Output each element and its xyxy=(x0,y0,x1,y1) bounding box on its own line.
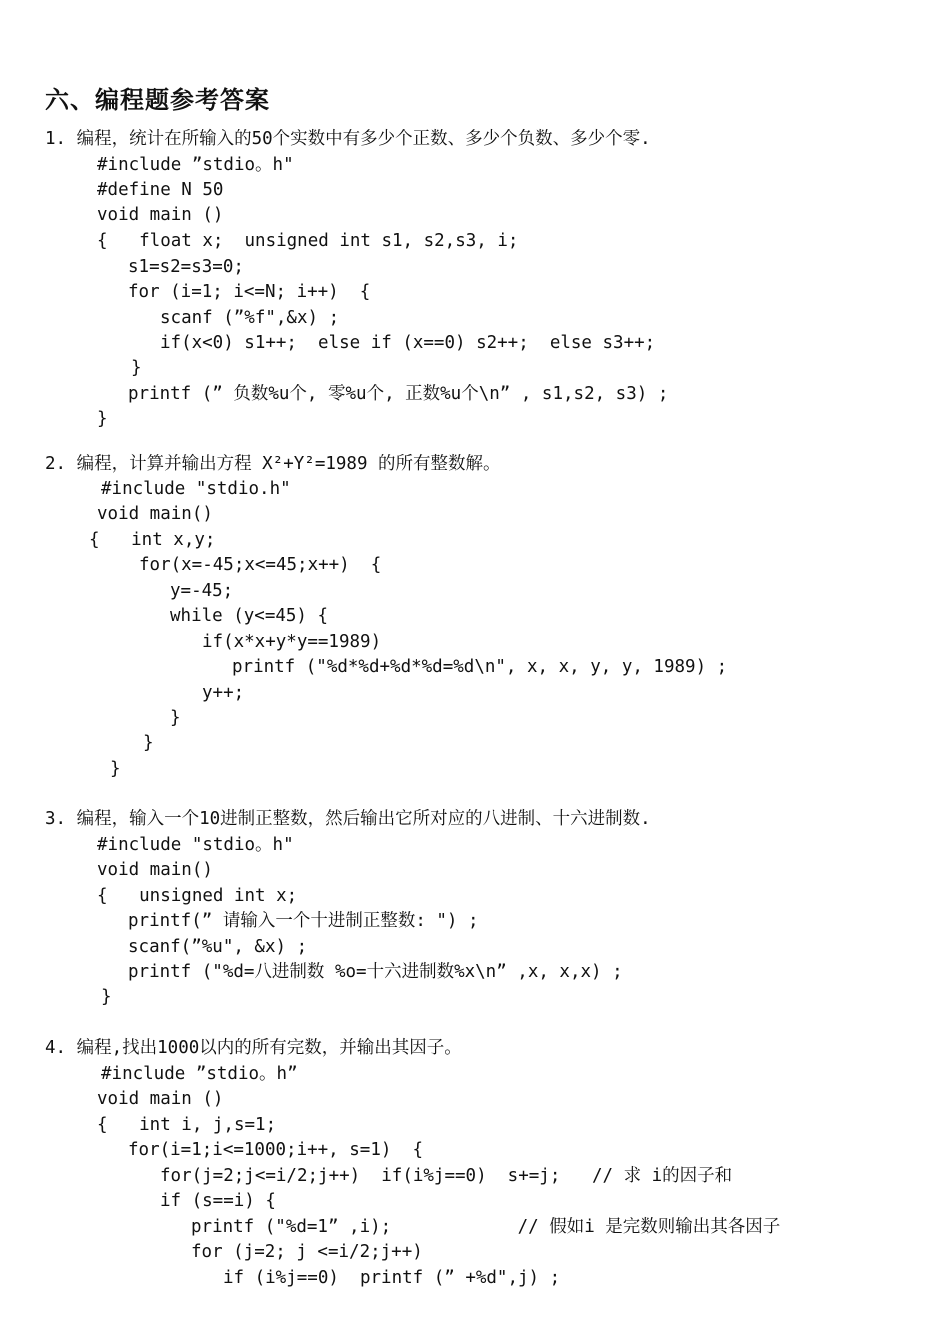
problem-statement: 1. 编程，统计在所输入的50个实数中有多少个正数、多少个负数、多少个零. xyxy=(45,129,651,149)
code-line: void main() xyxy=(97,504,213,524)
code-line: y++; xyxy=(202,683,245,703)
code-line: for (j=2; j <=i/2;j++) xyxy=(191,1242,423,1262)
code-line: if (i%j==0) printf (” +%d",j) ; xyxy=(223,1268,561,1288)
section-heading: 六、编程题参考答案 xyxy=(45,86,270,114)
code-line: } xyxy=(143,733,154,753)
code-line: #include ”stdio。h” xyxy=(101,1064,298,1084)
code-line: void main() xyxy=(97,860,213,880)
code-line: printf ("%d=1” ,i); // 假如i 是完数则输出其各因子 xyxy=(191,1217,781,1237)
code-line: y=-45; xyxy=(170,581,234,601)
code-line: if (s==i) { xyxy=(160,1191,276,1211)
code-line: printf(” 请输入一个十进制正整数: ") ; xyxy=(128,911,479,931)
code-line: } xyxy=(110,759,121,779)
code-line: { int i, j,s=1; xyxy=(97,1115,277,1135)
code-line: void main () xyxy=(97,1089,224,1109)
code-line: #include "stdio.h" xyxy=(101,479,291,499)
code-line: #include ”stdio。h" xyxy=(97,155,294,175)
problem-statement: 4. 编程,找出1000以内的所有完数，并输出其因子。 xyxy=(45,1038,462,1058)
problem-statement: 2. 编程，计算并输出方程 X²+Y²=1989 的所有整数解。 xyxy=(45,454,501,474)
code-line: { unsigned int x; xyxy=(97,886,298,906)
code-line: for(j=2;j<=i/2;j++) if(i%j==0) s+=j; // 求 i的因子和 xyxy=(160,1166,733,1186)
code-line: if(x*x+y*y==1989) xyxy=(202,632,382,652)
code-line: } xyxy=(97,409,108,429)
code-line: while (y<=45) { xyxy=(170,606,329,626)
code-line: printf ("%d*%d+%d*%d=%d\n", x, x, y, y, 1989) ; xyxy=(232,657,728,677)
code-line: void main () xyxy=(97,205,224,225)
code-line: { int x,y; xyxy=(89,530,216,550)
code-line: s1=s2=s3=0; xyxy=(128,257,244,277)
code-line: } xyxy=(170,708,181,728)
code-line: #include "stdio。h" xyxy=(97,835,294,855)
code-line: printf ("%d=八进制数 %o=十六进制数%x\n” ,x, x,x) ; xyxy=(128,962,623,982)
code-line: printf (” 负数%u个, 零%u个, 正数%u个\n” , s1,s2, s3) ; xyxy=(128,384,669,404)
code-line: scanf (”%f",&x) ; xyxy=(160,308,340,328)
code-line: for(i=1;i<=1000;i++, s=1) { xyxy=(128,1140,424,1160)
code-line: for (i=1; i<=N; i++) { xyxy=(128,282,371,302)
code-line: { float x; unsigned int s1, s2,s3, i; xyxy=(97,231,519,251)
code-line: } xyxy=(101,987,112,1007)
code-line: for(x=-45;x<=45;x++) { xyxy=(139,555,382,575)
code-line: } xyxy=(131,358,142,378)
code-line: scanf(”%u", &x) ; xyxy=(128,937,308,957)
problem-statement: 3. 编程，输入一个10进制正整数，然后输出它所对应的八进制、十六进制数. xyxy=(45,809,651,829)
code-line: #define N 50 xyxy=(97,180,224,200)
code-line: if(x<0) s1++; else if (x==0) s2++; else s3++; xyxy=(160,333,656,353)
